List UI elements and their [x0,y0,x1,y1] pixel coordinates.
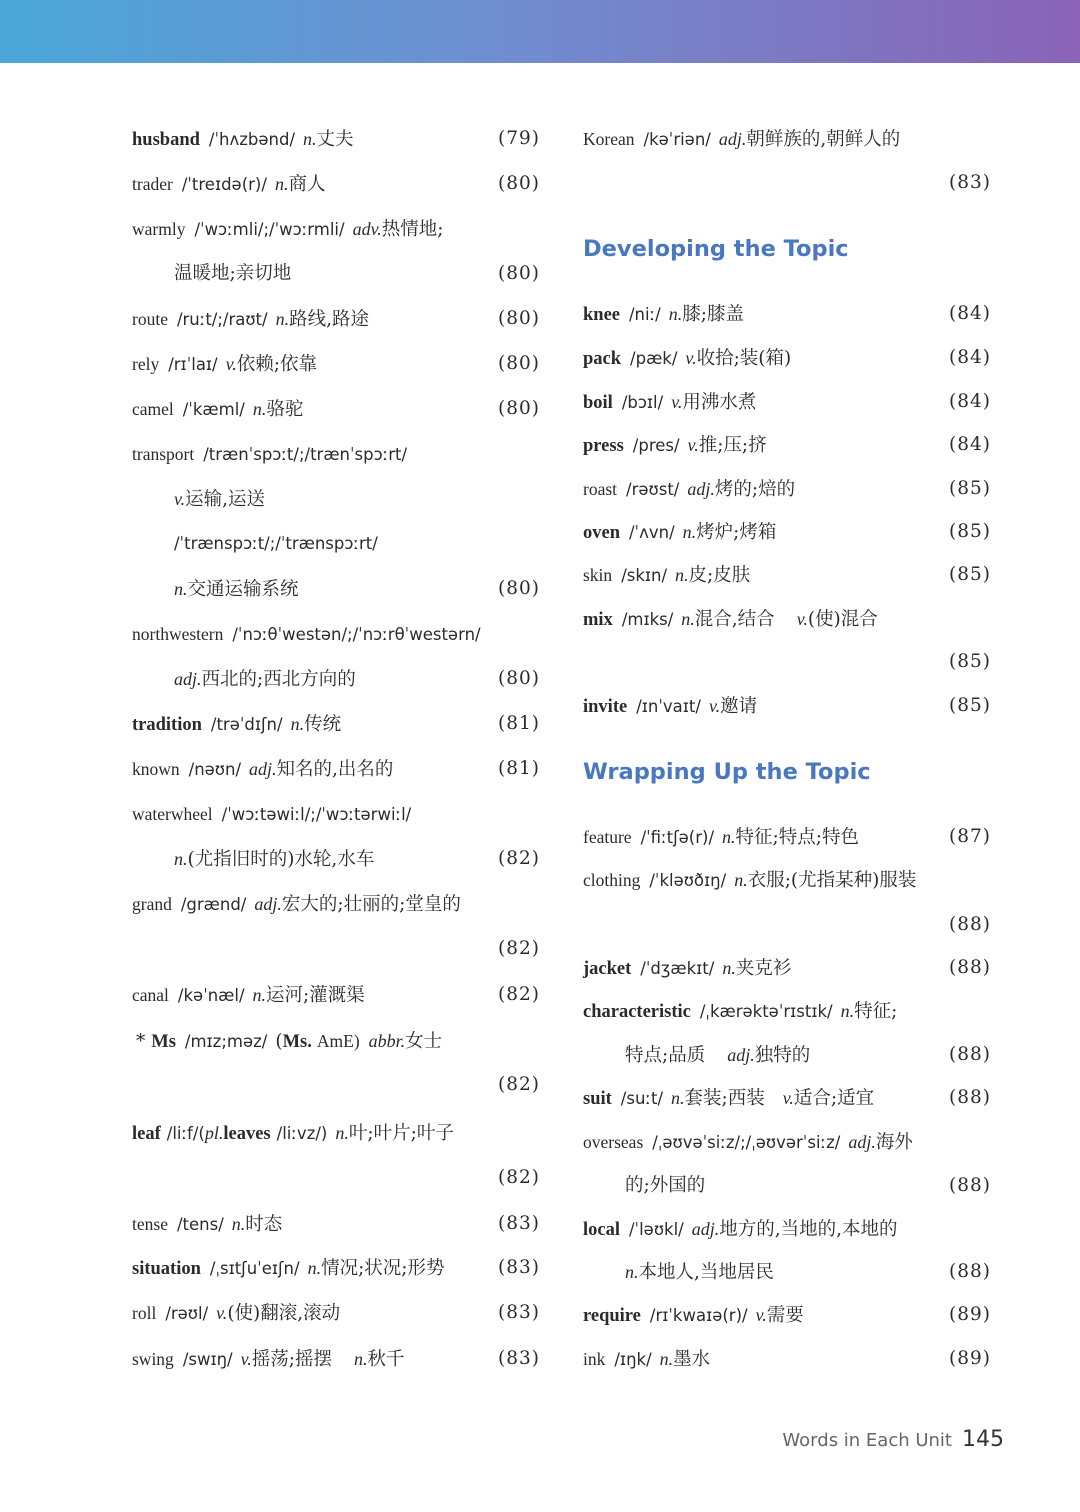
page-ref: (88) [949,1175,991,1196]
section-title-developing: Developing the Topic [583,236,849,262]
definition: 交通运输系统 [187,579,299,600]
usage-note: AmE) [316,1031,360,1051]
part-of-speech: n. [722,958,736,978]
page-ref: (82) [498,984,540,1005]
phonetic: /trænˈspɔːt/;/trænˈspɔːrt/ [203,445,408,464]
headword: boil [583,393,613,413]
definition: 皮;皮肤 [688,565,751,586]
headword: oven [583,523,620,543]
page-ref: (80) [498,173,540,194]
definition: 骆驼 [266,399,304,420]
headword: invite [583,697,628,717]
headword: knee [583,305,620,325]
definition: 特点;品质 [625,1045,706,1066]
part-of-speech: v. [216,1303,228,1323]
entry-local [583,1214,991,1244]
entry-northwestern-cont [132,664,540,694]
headword: leaf [132,1124,161,1144]
section-title-wrapping: Wrapping Up the Topic [583,759,871,785]
phonetic: /ˈwɔːmli/;/ˈwɔːrmli/ [194,220,345,239]
page-ref: (80) [498,353,540,374]
definition: 的;外国的 [625,1175,706,1196]
page-ref: (82) [498,1074,540,1095]
entry-press [583,430,991,460]
headword: warmly [132,219,186,239]
entry-transport-verb [132,484,540,514]
headword: suit [583,1089,612,1109]
part-of-speech: v. [225,354,237,374]
headword: tradition [132,715,202,735]
definition: 墨水 [673,1349,711,1370]
phonetic: /ˈləʊkl/ [629,1220,684,1239]
phonetic: /skɪn/ [621,566,668,585]
headword: trader [132,174,173,194]
definition: 邀请 [720,696,758,717]
definition: 推;压;挤 [698,435,767,456]
page-ref: (84) [949,391,991,412]
headword: tense [132,1214,168,1234]
entry-roast [583,474,991,504]
entry-oven [583,517,991,547]
phonetic: /liːvz/) [276,1124,328,1143]
definition: (尤指旧时的)水轮,水车 [187,849,375,870]
part-of-speech: n. [734,870,748,890]
part-of-speech: adj. [174,669,202,689]
page-ref: (80) [498,578,540,599]
headword: local [583,1220,620,1240]
headword: husband [132,130,200,150]
phonetic: /suːt/ [620,1089,663,1108]
definition: 女士 [405,1031,443,1052]
definition: 热情地; [381,219,444,240]
definition: 收拾;装(箱) [696,348,792,369]
entry-tense [132,1209,540,1239]
headword: feature [583,827,632,847]
headword: clothing [583,870,641,890]
page-ref: (83) [498,1257,540,1278]
definition: 秋千 [367,1349,405,1370]
part-of-speech: v. [755,1305,767,1325]
page-ref: (89) [949,1348,991,1369]
entry-roll [132,1298,540,1328]
part-of-speech: n. [354,1349,368,1369]
headword: known [132,759,180,779]
star-mark: * [136,1031,146,1052]
entry-boil [583,387,991,417]
part-of-speech: n. [682,522,697,542]
part-of-speech: adj. [848,1132,876,1152]
part-of-speech: n. [625,1262,639,1282]
phonetic: /kəˈnæl/ [177,986,245,1005]
phonetic: /kəˈriən/ [643,130,711,149]
part-of-speech: v. [240,1349,252,1369]
page-ref: (85) [949,695,991,716]
entry-clothing [583,865,991,895]
definition: 运河;灌溉渠 [266,985,365,1006]
entry-korean [583,124,991,154]
entry-canal [132,980,540,1010]
page-ref: (80) [498,668,540,689]
definition: 特征;特点;特色 [735,827,859,848]
entry-pack [583,343,991,373]
part-of-speech: n. [335,1123,349,1143]
entry-husband [132,124,540,154]
headword: grand [132,894,172,914]
definition: 独特的 [754,1045,811,1066]
entry-ink [583,1344,991,1374]
phonetic: /ˈdʒækɪt/ [640,959,715,978]
part-of-speech: n. [722,827,736,847]
page-ref: (84) [949,303,991,324]
page-ref: (85) [949,478,991,499]
part-of-speech: abbr. [368,1031,406,1051]
headword: pack [583,349,622,369]
entry-camel [132,394,540,424]
phonetic: /bɔɪl/ [621,393,664,412]
entry-known [132,754,540,784]
entry-invite [583,691,991,721]
headword: press [583,436,624,456]
definition: 需要 [766,1305,804,1326]
part-of-speech: v. [708,696,721,716]
page-ref: (88) [949,1261,991,1282]
page-ref: (88) [949,1044,991,1065]
entry-route [132,304,540,334]
plural-form: leaves [223,1124,271,1144]
part-of-speech: n. [174,849,188,869]
definition: 地方的,当地的,本地的 [719,1219,898,1240]
part-of-speech: n. [231,1214,246,1234]
phonetic: /ˈkləʊðɪŋ/ [649,871,727,890]
phonetic: /ˈtrænspɔːt/;/ˈtrænspɔːrt/ [174,534,378,553]
entry-rely [132,349,540,379]
part-of-speech: v. [782,1088,794,1108]
headword: rely [132,354,160,374]
definition: 情况;状况;形势 [321,1258,445,1279]
headword: roast [583,479,618,499]
page-ref: (80) [498,308,540,329]
page-ref: (85) [949,651,991,672]
phonetic: /pæk/ [630,349,678,368]
headword: characteristic [583,1002,691,1022]
page-number: 145 [962,1427,1004,1452]
entry-leaf-page [132,1163,540,1193]
entry-ms [132,1026,540,1056]
footer-label: Words in Each Unit [782,1430,952,1451]
part-of-speech: v. [685,348,697,368]
entry-overseas [583,1127,991,1157]
definition: 衣服;(尤指某种)服装 [747,870,917,891]
page-ref: (83) [498,1213,540,1234]
entry-warmly-cont [132,259,540,289]
entry-clothing-page [583,910,991,940]
entry-jacket [583,953,991,983]
headword: canal [132,985,169,1005]
phonetic: /ɪŋk/ [614,1350,652,1369]
definition: 用沸水煮 [682,392,757,413]
definition: (使)混合 [807,609,878,630]
part-of-speech: n. [252,985,267,1005]
part-of-speech: n. [675,565,689,585]
page-ref: (85) [949,521,991,542]
phonetic: /ˌəʊvəˈsiːz/;/ˌəʊvərˈsiːz/ [652,1133,841,1152]
page-ref: (84) [949,434,991,455]
headword: mix [583,610,613,630]
entry-situation [132,1253,540,1283]
phonetic: /ˈkæml/ [182,400,245,419]
phonetic: /rɪˈlaɪ/ [168,355,218,374]
header-band [0,0,1080,63]
definition: 适合;适宜 [793,1088,875,1109]
part-of-speech: n. [174,579,188,599]
part-of-speech: v. [687,435,699,455]
entry-swing [132,1344,540,1374]
page-ref: (80) [498,263,540,284]
definition: 朝鲜族的,朝鲜人的 [746,129,901,150]
headword: jacket [583,959,632,979]
entry-transport-noun-phonetic [132,529,540,559]
headword: ink [583,1349,606,1369]
page-ref: (83) [949,172,991,193]
page-ref: (85) [949,564,991,585]
entry-feature [583,822,991,852]
definition: 依赖;依靠 [236,354,318,375]
definition: 传统 [304,714,342,735]
page-ref: (88) [949,914,991,935]
headword: roll [132,1303,157,1323]
entry-mix [583,604,991,634]
definition: (使)翻滚,滚动 [227,1303,341,1324]
entry-warmly [132,214,540,244]
phonetic: /rəʊl/ [165,1304,209,1323]
headword: Ms [151,1032,176,1052]
page-ref: (81) [498,758,540,779]
part-of-speech: adv. [352,219,382,239]
phonetic: /mɪks/ [621,610,674,629]
entry-characteristic-cont [583,1040,991,1070]
definition: 烤的;焙的 [714,479,796,500]
definition: 特征; [854,1001,898,1022]
part-of-speech: adj. [691,1219,720,1239]
phonetic: /rəʊst/ [626,480,680,499]
entry-mix-page [583,647,991,677]
entry-skin [583,560,991,590]
phonetic: /pres/ [632,436,680,455]
phonetic: /ˌkærəktəˈrɪstɪk/ [699,1002,833,1021]
phonetic: /ˈhʌzbənd/ [208,130,295,149]
part-of-speech: n. [303,129,317,149]
entry-knee [583,299,991,329]
entry-grand-page [132,934,540,964]
definition: 海外 [875,1132,913,1153]
part-of-speech: adj. [727,1045,755,1065]
entry-northwestern [132,619,540,649]
part-of-speech: n. [274,174,289,194]
page-ref: (80) [498,398,540,419]
entry-leaf [132,1118,540,1148]
headword: route [132,309,168,329]
page-ref: (88) [949,957,991,978]
headword: waterwheel [132,804,213,824]
part-of-speech: n. [290,714,305,734]
entry-grand [132,889,540,919]
page-ref: (89) [949,1304,991,1325]
definition: 温暖地;亲切地 [174,263,292,284]
part-of-speech: n. [659,1349,674,1369]
part-of-speech: n. [275,309,290,329]
entry-transport [132,439,540,469]
definition: 运输,运送 [185,489,266,510]
definition: 时态 [245,1214,283,1235]
entry-trader [132,169,540,199]
part-of-speech: adj. [249,759,277,779]
definition: 宏大的;壮丽的;堂皇的 [281,894,461,915]
definition: 膝;膝盖 [682,304,744,325]
entry-characteristic [583,996,991,1026]
phonetic: /ɪnˈvaɪt/ [636,697,701,716]
part-of-speech: adj. [718,129,747,149]
definition: 商人 [288,174,326,195]
page-footer [782,1423,1004,1457]
paren: ( [275,1031,283,1052]
headword: Korean [583,129,635,149]
headword: swing [132,1349,174,1369]
part-of-speech: n. [681,609,695,629]
headword: camel [132,399,174,419]
page-ref: (83) [498,1302,540,1323]
headword: northwestern [132,624,224,644]
phonetic: /ruːt/;/raʊt/ [176,310,268,329]
part-of-speech: n. [252,399,267,419]
entry-suit [583,1083,991,1113]
page-ref: (81) [498,713,540,734]
entry-korean-page [583,168,991,198]
definition: 叶;叶片;叶子 [348,1123,454,1144]
page-ref: (87) [949,826,991,847]
page-ref: (82) [498,938,540,959]
headword: require [583,1306,641,1326]
headword: transport [132,444,195,464]
headword: overseas [583,1132,644,1152]
part-of-speech: adj. [254,894,282,914]
part-of-speech: v. [671,392,683,412]
definition: 摇荡;摇摆 [251,1349,333,1370]
part-of-speech: adj. [687,479,715,499]
definition: 夹克衫 [735,958,792,979]
page-ref: (84) [949,347,991,368]
page-ref: (82) [498,848,540,869]
definition: 路线,路途 [289,309,369,330]
phonetic: /tens/ [176,1215,224,1234]
part-of-speech: n. [307,1258,322,1278]
definition: 本地人,当地居民 [638,1262,774,1283]
definition: 混合,结合 [694,609,775,630]
phonetic: /ˈtreɪdə(r)/ [181,175,267,194]
entry-transport-noun [132,574,540,604]
entry-local-cont [583,1257,991,1287]
phonetic: /ˈwɔːtəwiːl/;/ˈwɔːtərwiːl/ [221,805,412,824]
entry-ms-page [132,1070,540,1100]
phonetic: /nəʊn/ [188,760,242,779]
entry-overseas-cont [583,1171,991,1201]
phonetic: /ˈfiːtʃə(r)/ [640,828,715,847]
headword: situation [132,1259,201,1279]
phonetic: /grænd/ [180,895,247,914]
phonetic: /ˈnɔːθˈwestən/;/ˈnɔːrθˈwestərn/ [232,625,481,644]
page-ref: (79) [498,128,540,149]
phonetic: /trəˈdɪʃn/ [210,715,283,734]
phonetic: /mɪz;məz/ [184,1032,268,1051]
part-of-speech: v. [174,489,186,509]
phonetic: /rɪˈkwaɪə(r)/ [649,1306,748,1325]
phonetic: /liːf/( [166,1124,205,1143]
part-of-speech: n. [671,1088,685,1108]
alt-form: Ms. [282,1032,312,1052]
entry-tradition [132,709,540,739]
page-ref: (88) [949,1087,991,1108]
definition: 丈夫 [316,129,354,150]
phonetic: /swɪŋ/ [182,1350,233,1369]
part-of-speech: n. [840,1001,855,1021]
page-ref: (83) [498,1348,540,1369]
entry-waterwheel-cont [132,844,540,874]
entry-waterwheel [132,799,540,829]
definition: 西北的;西北方向的 [201,669,356,690]
page-ref: (82) [498,1167,540,1188]
phonetic: /niː/ [629,305,661,324]
part-of-speech: n. [668,304,683,324]
headword: skin [583,565,613,585]
part-of-speech: v. [796,609,808,629]
phonetic: /ˌsɪtʃuˈeɪʃn/ [209,1259,300,1278]
definition: 烤炉;烤箱 [696,522,777,543]
definition: 知名的,出名的 [276,759,394,780]
entry-require [583,1300,991,1330]
phonetic: /ˈʌvn/ [629,523,675,542]
definition: 套装;西装 [684,1088,765,1109]
plural-label: pl. [204,1123,224,1143]
